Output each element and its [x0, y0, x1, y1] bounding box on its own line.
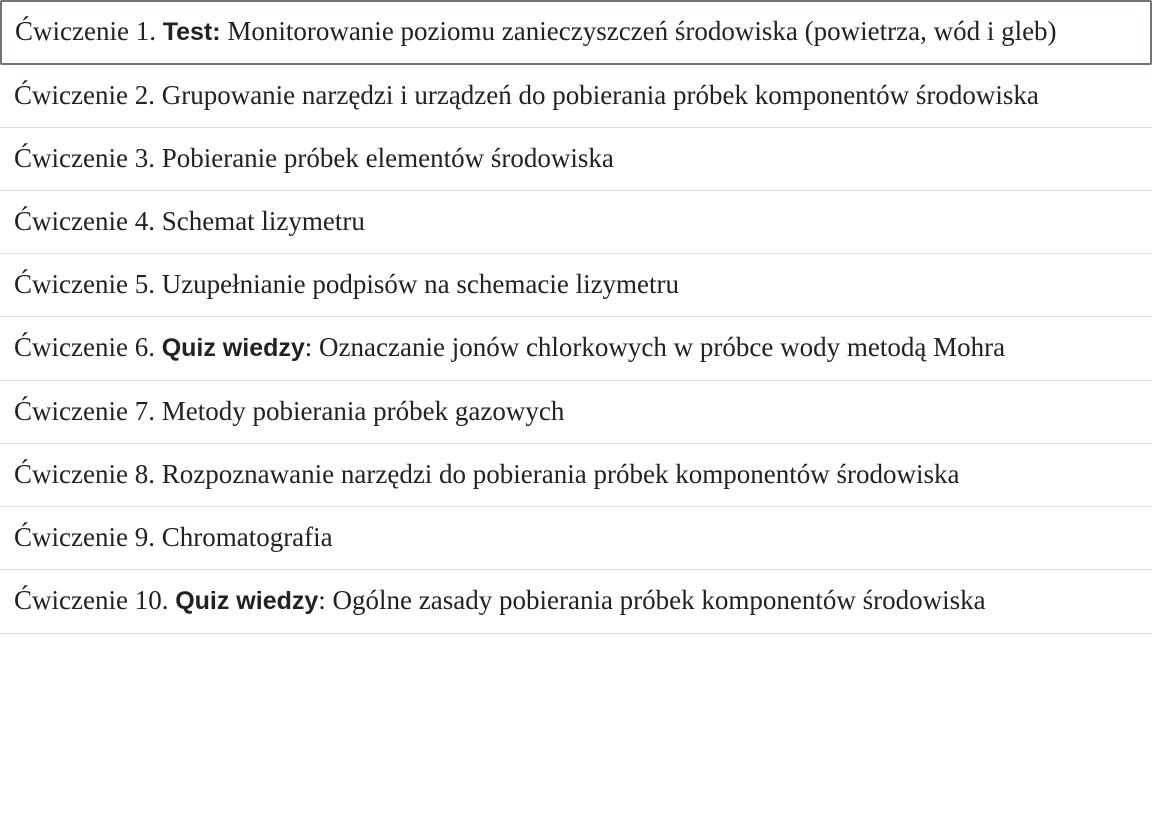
exercise-type-label: Quiz wiedzy [175, 587, 319, 615]
exercise-item-7[interactable] [0, 381, 1152, 444]
exercise-item-6[interactable] [0, 317, 1152, 381]
exercise-number: Ćwiczenie 3. [14, 143, 162, 173]
exercise-title: : Oznaczanie jonów chlorkowych w próbce wody metodą Mohra [304, 332, 1006, 362]
exercise-item-10[interactable] [0, 570, 1152, 634]
exercise-number: Ćwiczenie 8. [14, 459, 162, 489]
exercise-item-1[interactable] [0, 0, 1152, 65]
exercise-number: Ćwiczenie 4. [14, 206, 162, 236]
exercise-item-5[interactable] [0, 254, 1152, 317]
exercise-title: Uzupełnianie podpisów na schemacie lizymetru [161, 269, 680, 299]
exercise-number: Ćwiczenie 7. [14, 396, 162, 426]
exercise-number: Ćwiczenie 5. [14, 269, 162, 299]
exercise-item-9[interactable] [0, 507, 1152, 570]
exercise-number: Ćwiczenie 10. [14, 585, 176, 615]
exercise-title: Metody pobierania próbek gazowych [161, 396, 565, 426]
exercise-number: Ćwiczenie 6. [14, 332, 162, 362]
exercise-title: Chromatografia [161, 522, 333, 552]
exercise-title: : Ogólne zasady pobierania próbek komponentów środowiska [318, 585, 986, 615]
exercise-item-2[interactable] [0, 65, 1152, 128]
exercise-item-4[interactable] [0, 191, 1152, 254]
exercise-item-3[interactable] [0, 128, 1152, 191]
exercise-title: Pobieranie próbek elementów środowiska [161, 143, 614, 173]
exercise-title: Monitorowanie poziomu zanieczyszczeń środowiska (powietrza, wód i gleb) [220, 16, 1057, 46]
exercise-number: Ćwiczenie 2. [14, 80, 162, 110]
exercise-item-8[interactable] [0, 444, 1152, 507]
exercise-type-label: Test: [162, 18, 221, 46]
exercise-number: Ćwiczenie 1. [15, 16, 163, 46]
exercise-title: Schemat lizymetru [161, 206, 365, 236]
exercise-number: Ćwiczenie 9. [14, 522, 162, 552]
exercise-type-label: Quiz wiedzy [161, 334, 305, 362]
exercise-title: Grupowanie narzędzi i urządzeń do pobierania próbek komponentów środowiska [161, 80, 1039, 110]
exercise-title: Rozpoznawanie narzędzi do pobierania próbek komponentów środowiska [161, 459, 960, 489]
